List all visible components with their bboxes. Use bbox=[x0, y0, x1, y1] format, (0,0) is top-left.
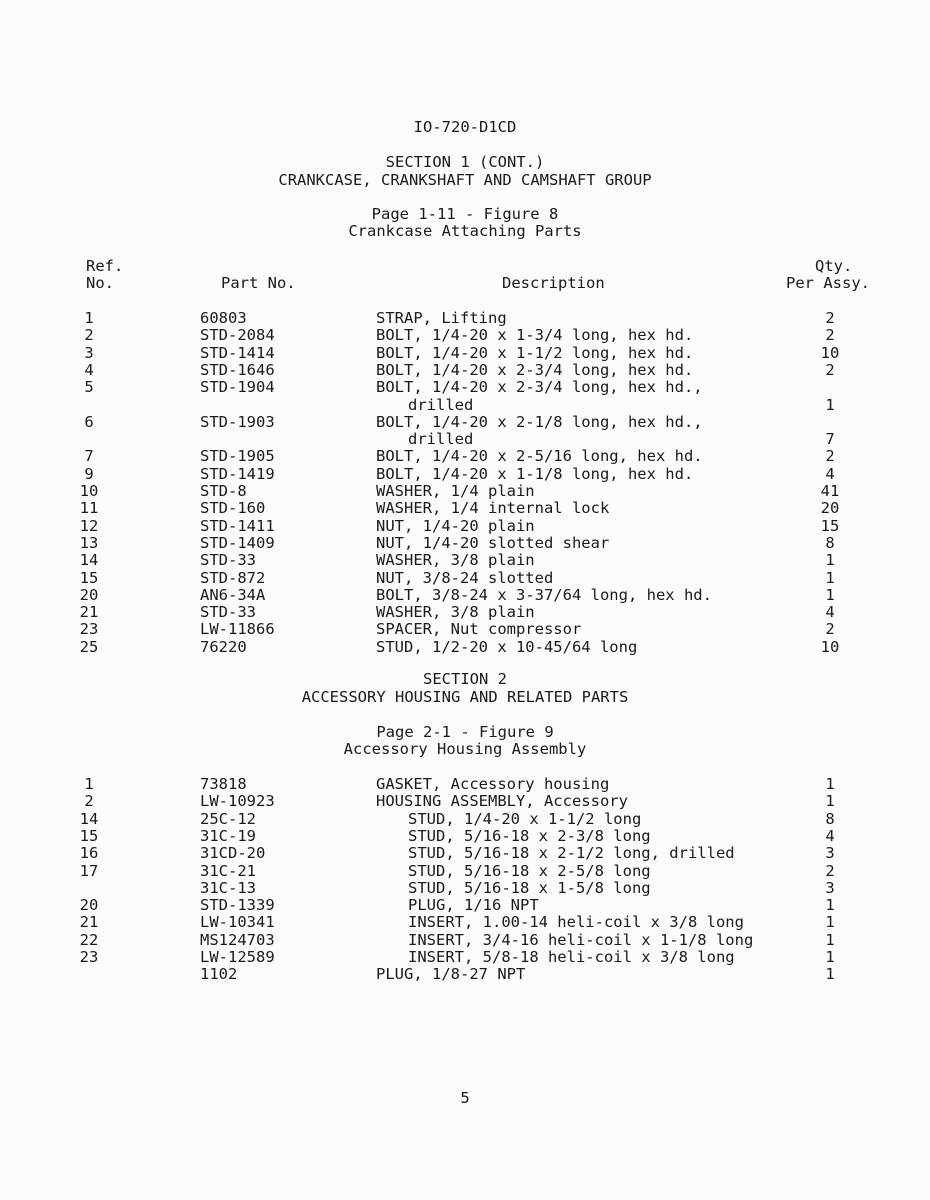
table-row bbox=[0, 897, 930, 914]
part-no-cell: STD-1905 bbox=[200, 447, 275, 466]
table-row bbox=[0, 414, 930, 431]
section1-page-figure: Page 1-11 - Figure 8 bbox=[371, 205, 559, 223]
description-cell: drilled bbox=[408, 395, 474, 414]
table-row bbox=[0, 621, 930, 638]
ref-cell: 21 bbox=[79, 603, 99, 622]
ref-cell: 22 bbox=[79, 930, 99, 949]
ref-cell: 2 bbox=[84, 326, 94, 345]
qty-cell: 15 bbox=[820, 516, 840, 535]
ref-cell: 23 bbox=[79, 620, 99, 639]
qty-cell: 2 bbox=[825, 447, 835, 466]
page-number: 5 bbox=[460, 1089, 470, 1107]
description-cell: BOLT, 1/4-20 x 2-3/4 long, hex hd. bbox=[376, 360, 694, 379]
header-qty-line1: Qty. bbox=[815, 257, 853, 275]
qty-cell: 1 bbox=[825, 913, 835, 932]
ref-cell: 9 bbox=[84, 464, 94, 483]
section2-title: SECTION 2 bbox=[423, 670, 507, 688]
description-cell: STUD, 5/16-18 x 2-3/8 long bbox=[408, 826, 651, 845]
table-row bbox=[0, 431, 930, 448]
part-no-cell: LW-10923 bbox=[200, 792, 275, 811]
part-no-cell: 60803 bbox=[200, 309, 247, 327]
description-cell: GASKET, Accessory housing bbox=[376, 775, 610, 793]
part-no-cell: STD-8 bbox=[200, 482, 247, 500]
ref-cell: 14 bbox=[79, 551, 99, 570]
description-cell: drilled bbox=[408, 430, 474, 449]
description-cell: BOLT, 1/4-20 x 1-1/8 long, hex hd. bbox=[376, 464, 694, 483]
section2-subtitle: ACCESSORY HOUSING AND RELATED PARTS bbox=[301, 688, 629, 706]
description-cell: STUD, 5/16-18 x 2-5/8 long bbox=[408, 861, 651, 880]
ref-cell: 7 bbox=[84, 447, 94, 466]
qty-cell: 2 bbox=[825, 861, 835, 880]
part-no-cell: STD-2084 bbox=[200, 326, 275, 345]
description-cell: STUD, 1/2-20 x 10-45/64 long bbox=[376, 637, 638, 656]
ref-cell: 17 bbox=[79, 861, 99, 880]
part-no-cell: 25C-12 bbox=[200, 809, 256, 828]
description-cell: STUD, 1/4-20 x 1-1/2 long bbox=[408, 809, 642, 828]
part-no-cell: 1102 bbox=[200, 965, 238, 984]
description-cell: WASHER, 3/8 plain bbox=[376, 603, 535, 622]
table-row bbox=[0, 845, 930, 862]
part-no-cell: LW-11866 bbox=[200, 620, 275, 639]
qty-cell: 1 bbox=[825, 568, 835, 587]
qty-cell: 1 bbox=[825, 395, 835, 414]
part-no-cell: STD-1411 bbox=[200, 516, 275, 535]
part-no-cell: STD-1414 bbox=[200, 343, 275, 362]
description-cell: NUT, 1/4-20 plain bbox=[376, 516, 535, 535]
section2-figure-title: Accessory Housing Assembly bbox=[343, 740, 587, 758]
description-cell: BOLT, 1/4-20 x 2-5/16 long, hex hd. bbox=[376, 447, 703, 466]
table-row bbox=[0, 932, 930, 949]
description-cell: PLUG, 1/8-27 NPT bbox=[376, 965, 526, 984]
table-row bbox=[0, 483, 930, 500]
qty-cell: 1 bbox=[825, 551, 835, 570]
header-description: Description bbox=[502, 274, 605, 292]
table-row bbox=[0, 914, 930, 931]
table-row bbox=[0, 587, 930, 604]
description-cell: PLUG, 1/16 NPT bbox=[408, 896, 539, 915]
section1-figure-title: Crankcase Attaching Parts bbox=[348, 222, 582, 240]
ref-cell: 11 bbox=[79, 499, 99, 518]
ref-cell: 12 bbox=[79, 516, 99, 535]
qty-cell: 10 bbox=[820, 637, 840, 656]
table-row bbox=[0, 793, 930, 810]
qty-cell: 41 bbox=[820, 482, 840, 500]
part-no-cell: 76220 bbox=[200, 637, 247, 656]
ref-cell: 1 bbox=[84, 309, 94, 327]
header-ref-line2: No. bbox=[86, 274, 114, 292]
description-cell: BOLT, 1/4-20 x 2-3/4 long, hex hd., bbox=[376, 378, 703, 397]
description-cell: STUD, 5/16-18 x 2-1/2 long, drilled bbox=[408, 844, 735, 863]
qty-cell: 3 bbox=[825, 878, 835, 897]
part-no-cell: 31CD-20 bbox=[200, 844, 266, 863]
qty-cell: 3 bbox=[825, 844, 835, 863]
part-no-cell: STD-1419 bbox=[200, 464, 275, 483]
table-row bbox=[0, 518, 930, 535]
qty-cell: 1 bbox=[825, 948, 835, 966]
part-no-cell: STD-33 bbox=[200, 603, 256, 622]
qty-cell: 2 bbox=[825, 326, 835, 345]
description-cell: BOLT, 1/4-20 x 1-1/2 long, hex hd. bbox=[376, 343, 694, 362]
qty-cell: 20 bbox=[820, 499, 840, 518]
part-no-cell: STD-160 bbox=[200, 499, 266, 518]
ref-cell: 2 bbox=[84, 792, 94, 811]
qty-cell: 2 bbox=[825, 360, 835, 379]
table-row bbox=[0, 639, 930, 656]
qty-cell: 2 bbox=[825, 309, 835, 327]
description-cell: INSERT, 1.00-14 heli-coil x 3/8 long bbox=[408, 913, 744, 932]
description-cell: STUD, 5/16-18 x 1-5/8 long bbox=[408, 878, 651, 897]
part-no-cell: AN6-34A bbox=[200, 585, 266, 604]
table-row bbox=[0, 310, 930, 327]
part-no-cell: STD-1339 bbox=[200, 896, 275, 915]
ref-cell: 13 bbox=[79, 533, 99, 552]
ref-cell: 16 bbox=[79, 844, 99, 863]
table-row bbox=[0, 863, 930, 880]
description-cell: WASHER, 1/4 plain bbox=[376, 482, 535, 500]
qty-cell: 8 bbox=[825, 533, 835, 552]
ref-cell: 21 bbox=[79, 913, 99, 932]
description-cell: STRAP, Lifting bbox=[376, 309, 507, 327]
ref-cell: 15 bbox=[79, 826, 99, 845]
table-row bbox=[0, 535, 930, 552]
table-row bbox=[0, 828, 930, 845]
qty-cell: 1 bbox=[825, 930, 835, 949]
part-no-cell: 31C-21 bbox=[200, 861, 256, 880]
table-row bbox=[0, 379, 930, 396]
header-part-no: Part No. bbox=[221, 274, 296, 292]
table-row bbox=[0, 966, 930, 983]
part-no-cell: MS124703 bbox=[200, 930, 275, 949]
part-no-cell: 31C-13 bbox=[200, 878, 256, 897]
ref-cell: 25 bbox=[79, 637, 99, 656]
qty-cell: 1 bbox=[825, 775, 835, 793]
section2-page-figure: Page 2-1 - Figure 9 bbox=[376, 723, 554, 741]
ref-cell: 3 bbox=[84, 343, 94, 362]
section1-subtitle: CRANKCASE, CRANKSHAFT AND CAMSHAFT GROUP bbox=[278, 171, 652, 189]
ref-cell: 14 bbox=[79, 809, 99, 828]
description-cell: NUT, 3/8-24 slotted bbox=[376, 568, 554, 587]
description-cell: INSERT, 3/4-16 heli-coil x 1-1/8 long bbox=[408, 930, 754, 949]
header-qty-line2: Per Assy. bbox=[786, 274, 870, 292]
table-row bbox=[0, 362, 930, 379]
part-no-cell: STD-1409 bbox=[200, 533, 275, 552]
qty-cell: 1 bbox=[825, 896, 835, 915]
part-no-cell: LW-12589 bbox=[200, 948, 275, 966]
ref-cell: 4 bbox=[84, 360, 94, 379]
ref-cell: 1 bbox=[84, 775, 94, 793]
qty-cell: 4 bbox=[825, 603, 835, 622]
table-row bbox=[0, 500, 930, 517]
description-cell: HOUSING ASSEMBLY, Accessory bbox=[376, 792, 628, 811]
qty-cell: 4 bbox=[825, 464, 835, 483]
part-no-cell: STD-1904 bbox=[200, 378, 275, 397]
table-row bbox=[0, 604, 930, 621]
table-row bbox=[0, 345, 930, 362]
ref-cell: 20 bbox=[79, 585, 99, 604]
table-row bbox=[0, 448, 930, 465]
table-row bbox=[0, 397, 930, 414]
ref-cell: 5 bbox=[84, 378, 94, 397]
part-no-cell: LW-10341 bbox=[200, 913, 275, 932]
table-row bbox=[0, 466, 930, 483]
ref-cell: 10 bbox=[79, 482, 99, 500]
qty-cell: 1 bbox=[825, 585, 835, 604]
ref-cell: 15 bbox=[79, 568, 99, 587]
part-no-cell: STD-1646 bbox=[200, 360, 275, 379]
table-row bbox=[0, 552, 930, 569]
description-cell: WASHER, 3/8 plain bbox=[376, 551, 535, 570]
table-row bbox=[0, 811, 930, 828]
description-cell: BOLT, 3/8-24 x 3-37/64 long, hex hd. bbox=[376, 585, 712, 604]
description-cell: SPACER, Nut compressor bbox=[376, 620, 582, 639]
table-row bbox=[0, 776, 930, 793]
description-cell: WASHER, 1/4 internal lock bbox=[376, 499, 610, 518]
table-row bbox=[0, 880, 930, 897]
qty-cell: 4 bbox=[825, 826, 835, 845]
ref-cell: 20 bbox=[79, 896, 99, 915]
table-row bbox=[0, 327, 930, 344]
description-cell: BOLT, 1/4-20 x 2-1/8 long, hex hd., bbox=[376, 412, 703, 431]
qty-cell: 8 bbox=[825, 809, 835, 828]
description-cell: NUT, 1/4-20 slotted shear bbox=[376, 533, 610, 552]
qty-cell: 7 bbox=[825, 430, 835, 449]
part-no-cell: 73818 bbox=[200, 775, 247, 793]
part-no-cell: STD-1903 bbox=[200, 412, 275, 431]
table-row bbox=[0, 570, 930, 587]
section1-title: SECTION 1 (CONT.) bbox=[385, 153, 545, 171]
part-no-cell: STD-33 bbox=[200, 551, 256, 570]
qty-cell: 10 bbox=[820, 343, 840, 362]
table-row bbox=[0, 949, 930, 966]
part-no-cell: 31C-19 bbox=[200, 826, 256, 845]
ref-cell: 23 bbox=[79, 948, 99, 966]
description-cell: BOLT, 1/4-20 x 1-3/4 long, hex hd. bbox=[376, 326, 694, 345]
part-no-cell: STD-872 bbox=[200, 568, 266, 587]
qty-cell: 2 bbox=[825, 620, 835, 639]
description-cell: INSERT, 5/8-18 heli-coil x 3/8 long bbox=[408, 948, 735, 966]
document-id: IO-720-D1CD bbox=[413, 118, 517, 136]
qty-cell: 1 bbox=[825, 792, 835, 811]
header-ref-line1: Ref. bbox=[86, 257, 124, 275]
ref-cell: 6 bbox=[84, 412, 94, 431]
qty-cell: 1 bbox=[825, 965, 835, 984]
